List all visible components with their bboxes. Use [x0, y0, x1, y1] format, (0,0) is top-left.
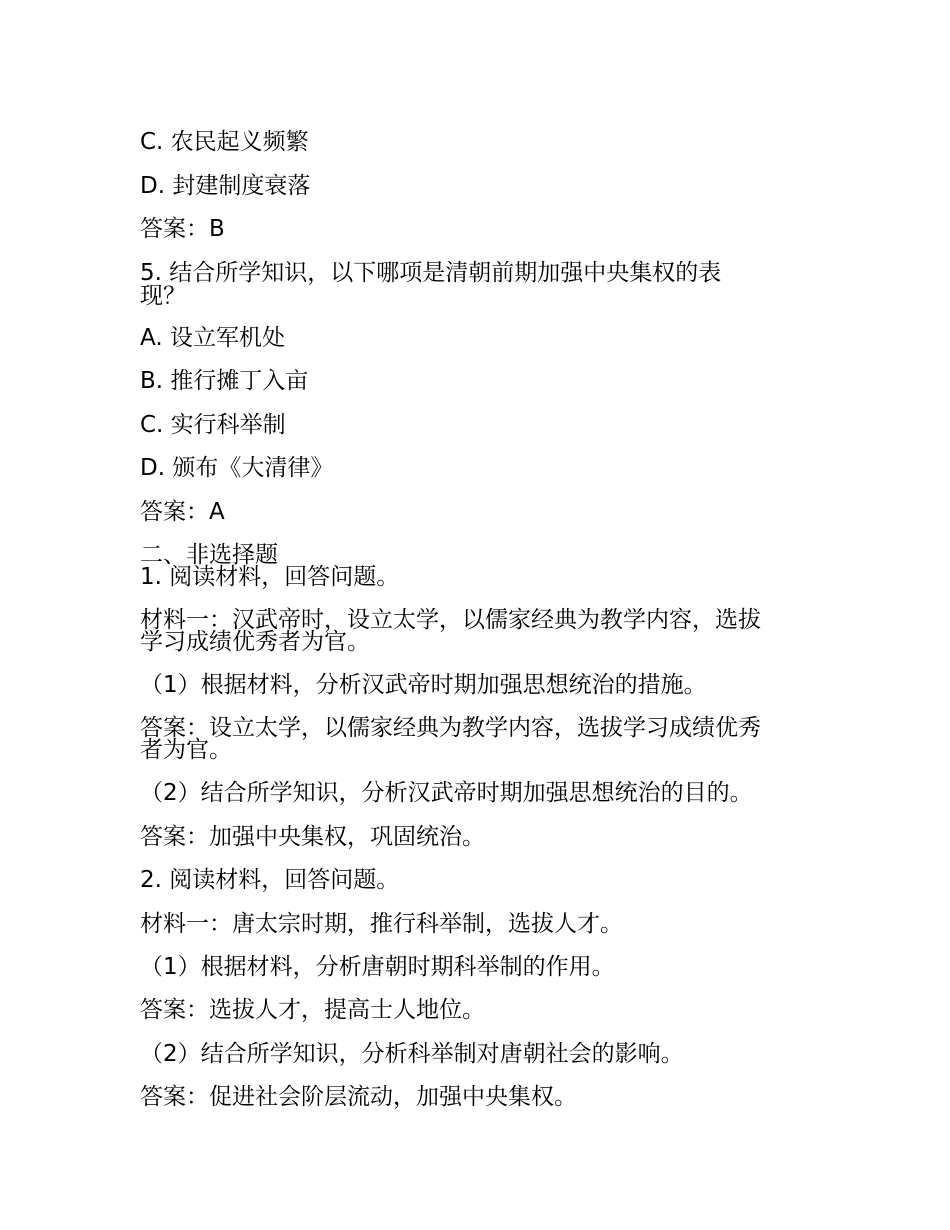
- option-d-line-2: D. 颁布《大清律》: [140, 455, 334, 481]
- subquestion-1-2: （2）结合所学知识，分析汉武帝时期加强思想统治的目的。: [140, 780, 753, 806]
- material-1-line-1: 材料一：汉武帝时，设立太学，以儒家经典为教学内容，选拔: [140, 607, 761, 633]
- subquestion-2-1: （1）根据材料，分析唐朝时期科举制的作用。: [140, 954, 615, 980]
- answer-1-2: 答案：加强中央集权，巩固统治。: [140, 824, 485, 850]
- subquestion-1-1: （1）根据材料，分析汉武帝时期加强思想统治的措施。: [140, 672, 707, 698]
- answer-2-2: 答案：促进社会阶层流动，加强中央集权。: [140, 1084, 577, 1110]
- answer-line: 答案：B: [140, 216, 225, 242]
- subquestion-2-2: （2）结合所学知识，分析科举制对唐朝社会的影响。: [140, 1041, 684, 1067]
- material-2-line: 材料一：唐太宗时期，推行科举制，选拔人才。: [140, 911, 623, 937]
- option-a-line: A. 设立军机处: [140, 325, 285, 351]
- question-5-line-2: 现？: [140, 283, 186, 309]
- answer-1-1-line-2: 者为官。: [140, 737, 232, 763]
- answer-line-2: 答案：A: [140, 499, 225, 525]
- section-heading: 二、非选择题: [140, 542, 278, 568]
- answer-1-1-line-1: 答案：设立太学，以儒家经典为教学内容，选拔学习成绩优秀: [140, 715, 761, 741]
- question-2-title: 2. 阅读材料，回答问题。: [140, 867, 400, 893]
- option-b-line: B. 推行摊丁入亩: [140, 368, 309, 394]
- option-c-line: C. 农民起义频繁: [140, 129, 309, 155]
- option-d-line: D. 封建制度衰落: [140, 173, 311, 199]
- question-1-title: 1. 阅读材料，回答问题。: [140, 564, 400, 590]
- material-1-line-2: 学习成绩优秀者为官。: [140, 629, 370, 655]
- answer-2-1: 答案：选拔人才，提高士人地位。: [140, 997, 485, 1023]
- option-c-line-2: C. 实行科举制: [140, 412, 286, 438]
- question-5-line-1: 5. 结合所学知识，以下哪项是清朝前期加强中央集权的表: [140, 260, 722, 286]
